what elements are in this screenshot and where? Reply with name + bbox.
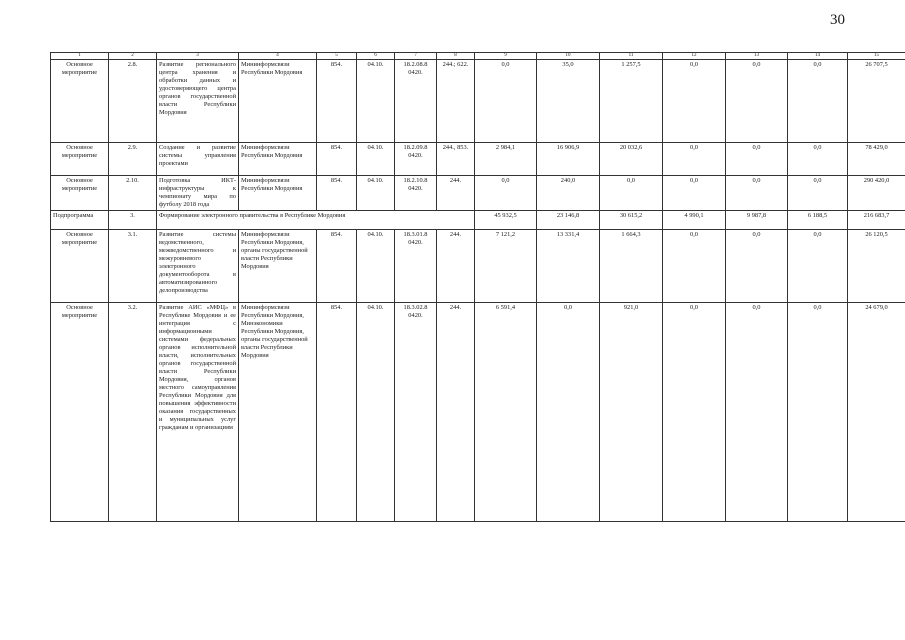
row-total: 26 707,5 (848, 60, 905, 143)
row-value: 0,0 (788, 303, 848, 522)
row-number: 2.8. (109, 60, 157, 143)
table-row (51, 176, 905, 211)
table-row (51, 60, 905, 143)
row-target-article: 18.2.08.8 0420. (395, 60, 437, 143)
header-cell: 5 (317, 53, 357, 60)
header-cell: 13 (726, 53, 788, 60)
row-section: 04.10. (357, 230, 395, 303)
table-header-row (51, 53, 905, 60)
row-executor: Мининформсвязи Республики Мордовия (239, 60, 317, 143)
row-value: 0,0 (663, 60, 726, 143)
header-cell: 6 (357, 53, 395, 60)
row-value: 7 121,2 (475, 230, 537, 303)
table-row (51, 230, 905, 303)
row-value: 0,0 (475, 176, 537, 211)
row-value: 0,0 (726, 60, 788, 143)
row-target-article: 18.3.02.8 0420. (395, 303, 437, 522)
row-executor: Мининформсвязи Республики Мордовия (239, 143, 317, 176)
row-target-article: 18.3.01.8 0420. (395, 230, 437, 303)
row-value: 0,0 (663, 303, 726, 522)
header-cell: 12 (663, 53, 726, 60)
row-value: 0,0 (726, 143, 788, 176)
row-value: 0,0 (663, 176, 726, 211)
row-expense-type: 244. (437, 303, 475, 522)
row-executor: Мининформсвязи Республики Мордовия, Минэкономики Республики Мордовия, органы государственной власти Республики Мордовия (239, 303, 317, 522)
row-name: Развитие системы ведомственного, межведомственного и межуровневого электронного документооборота в автоматизированного делопроизводства (157, 230, 239, 303)
row-section: 04.10. (357, 143, 395, 176)
subprogram-value: 30 615,2 (600, 211, 663, 230)
header-cell: 15 (848, 53, 905, 60)
subprogram-type: Подпрограмма (51, 211, 109, 230)
row-type: Основное мероприятие (51, 176, 109, 211)
row-name: Подготовка ИКТ-инфраструктуры к чемпионату мира по футболу 2018 года (157, 176, 239, 211)
row-value: 0,0 (788, 230, 848, 303)
table-row (51, 143, 905, 176)
row-name: Развитие АИС «МФЦ» в Республике Мордовия и ее интеграция с информационными системами федеральных органов исполнительной власти, исполнительных органов государственной власти Республики Мордовия, органов местного самоуправления Республики Мордовия для повышения эффективности оказания государственных и муниципальных услуг гражданам и организациям (157, 303, 239, 522)
header-cell: 3 (157, 53, 239, 60)
row-value: 0,0 (663, 230, 726, 303)
header-cell: 14 (788, 53, 848, 60)
row-target-article: 18.2.10.8 0420. (395, 176, 437, 211)
row-value: 1 664,3 (600, 230, 663, 303)
subprogram-row (51, 211, 905, 230)
row-section: 04.10. (357, 60, 395, 143)
row-value: 0,0 (475, 60, 537, 143)
row-expense-type: 244. (437, 176, 475, 211)
header-cell: 10 (537, 53, 600, 60)
row-value: 6 591,4 (475, 303, 537, 522)
row-grbs: 854. (317, 230, 357, 303)
row-value: 0,0 (537, 303, 600, 522)
row-value: 0,0 (726, 230, 788, 303)
row-value: 0,0 (788, 60, 848, 143)
row-target-article: 18.2.09.8 0420. (395, 143, 437, 176)
row-number: 3.1. (109, 230, 157, 303)
row-grbs: 854. (317, 303, 357, 522)
subprogram-name: Формирование электронного правительства в Республике Мордовия (157, 211, 475, 230)
header-cell: 9 (475, 53, 537, 60)
row-expense-type: 244. (437, 230, 475, 303)
row-value: 921,0 (600, 303, 663, 522)
row-expense-type: 244.; 622. (437, 60, 475, 143)
subprogram-total: 216 683,7 (848, 211, 905, 230)
row-value: 16 906,9 (537, 143, 600, 176)
page-number: 30 (830, 12, 845, 28)
header-cell: 4 (239, 53, 317, 60)
subprogram-number: 3. (109, 211, 157, 230)
row-total: 24 679,0 (848, 303, 905, 522)
row-value: 0,0 (726, 176, 788, 211)
row-expense-type: 244., 853. (437, 143, 475, 176)
row-name: Развитие регионального центра хранения и обработки данных и удостоверяющего центра органов государственной власти Республики Мордовия (157, 60, 239, 143)
row-value: 35,0 (537, 60, 600, 143)
row-value: 0,0 (663, 143, 726, 176)
row-grbs: 854. (317, 176, 357, 211)
row-value: 240,0 (537, 176, 600, 211)
row-value: 13 331,4 (537, 230, 600, 303)
row-number: 2.9. (109, 143, 157, 176)
subprogram-value: 45 932,5 (475, 211, 537, 230)
row-type: Основное мероприятие (51, 303, 109, 522)
row-total: 290 420,0 (848, 176, 905, 211)
table-row (51, 303, 905, 522)
subprogram-value: 4 990,1 (663, 211, 726, 230)
row-type: Основное мероприятие (51, 230, 109, 303)
row-number: 3.2. (109, 303, 157, 522)
row-total: 26 120,5 (848, 230, 905, 303)
header-cell: 8 (437, 53, 475, 60)
row-value: 0,0 (788, 176, 848, 211)
header-cell: 7 (395, 53, 437, 60)
header-cell: 11 (600, 53, 663, 60)
row-name: Создание и развитие системы управления проектами (157, 143, 239, 176)
row-value: 20 032,6 (600, 143, 663, 176)
budget-table (50, 52, 905, 522)
row-value: 0,0 (726, 303, 788, 522)
row-number: 2.10. (109, 176, 157, 211)
subprogram-value: 23 146,8 (537, 211, 600, 230)
row-executor: Мининформсвязи Республики Мордовия, органы государственной власти Республики Мордовия (239, 230, 317, 303)
row-executor: Мининформсвязи Республики Мордовия (239, 176, 317, 211)
row-type: Основное мероприятие (51, 60, 109, 143)
row-type: Основное мероприятие (51, 143, 109, 176)
header-cell: 1 (51, 53, 109, 60)
row-value: 0,0 (600, 176, 663, 211)
row-value: 2 984,1 (475, 143, 537, 176)
row-value: 0,0 (788, 143, 848, 176)
subprogram-value: 9 987,8 (726, 211, 788, 230)
row-grbs: 854. (317, 60, 357, 143)
row-value: 1 257,5 (600, 60, 663, 143)
row-total: 78 429,0 (848, 143, 905, 176)
row-section: 04.10. (357, 303, 395, 522)
subprogram-value: 6 188,5 (788, 211, 848, 230)
row-grbs: 854. (317, 143, 357, 176)
row-section: 04.10. (357, 176, 395, 211)
header-cell: 2 (109, 53, 157, 60)
